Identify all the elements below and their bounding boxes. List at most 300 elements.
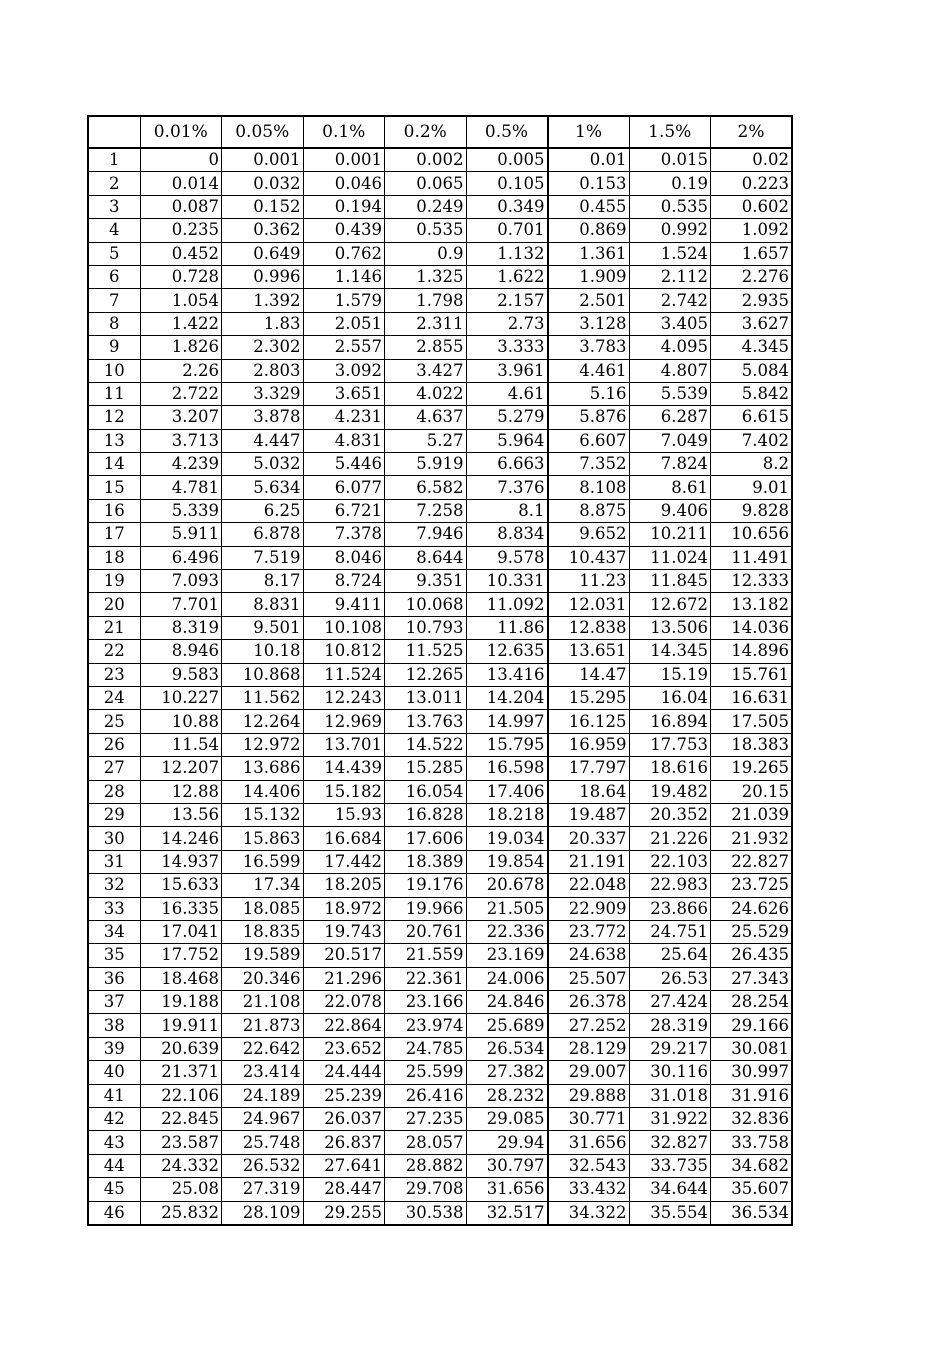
row-label: 19 [88, 570, 140, 593]
table-cell: 33.758 [711, 1131, 793, 1154]
table-row [88, 757, 792, 780]
table-cell: 10.437 [548, 546, 630, 569]
table-cell: 8.108 [548, 476, 630, 499]
table-cell: 15.132 [222, 803, 304, 826]
row-label: 25 [88, 710, 140, 733]
table-cell: 4.095 [629, 336, 711, 359]
table-cell: 4.447 [222, 429, 304, 452]
table-cell: 26.416 [385, 1084, 467, 1107]
table-cell: 1.524 [629, 242, 711, 265]
row-label: 29 [88, 803, 140, 826]
table-cell: 0.19 [629, 172, 711, 195]
table-cell: 22.103 [629, 850, 711, 873]
table-cell: 29.007 [548, 1061, 630, 1084]
table-cell: 22.642 [222, 1037, 304, 1060]
table-cell: 6.25 [222, 499, 304, 522]
table-cell: 2.302 [222, 336, 304, 359]
table-cell: 29.888 [548, 1084, 630, 1107]
table-cell: 0.452 [140, 242, 222, 265]
column-header: 0.2% [385, 116, 467, 148]
table-row [88, 967, 792, 990]
table-cell: 12.969 [303, 710, 385, 733]
table-cell: 22.048 [548, 874, 630, 897]
row-label: 30 [88, 827, 140, 850]
table-cell: 19.034 [466, 827, 548, 850]
table-cell: 18.218 [466, 803, 548, 826]
table-cell: 24.785 [385, 1037, 467, 1060]
table-cell: 35.607 [711, 1178, 793, 1201]
table-cell: 10.812 [303, 640, 385, 663]
table-cell: 6.607 [548, 429, 630, 452]
table-cell: 21.191 [548, 850, 630, 873]
table-cell: 6.663 [466, 453, 548, 476]
row-label: 32 [88, 874, 140, 897]
table-row [88, 920, 792, 943]
row-label: 40 [88, 1061, 140, 1084]
table-cell: 25.507 [548, 967, 630, 990]
row-label: 36 [88, 967, 140, 990]
table-row [88, 359, 792, 382]
table-cell: 0.362 [222, 219, 304, 242]
table-cell: 20.352 [629, 803, 711, 826]
table-cell: 22.864 [303, 1014, 385, 1037]
table-row [88, 803, 792, 826]
row-label: 6 [88, 265, 140, 288]
table-cell: 15.795 [466, 733, 548, 756]
row-label: 11 [88, 382, 140, 405]
table-cell: 18.085 [222, 897, 304, 920]
table-cell: 4.807 [629, 359, 711, 382]
table-cell: 4.345 [711, 336, 793, 359]
table-cell: 22.106 [140, 1084, 222, 1107]
table-cell: 6.287 [629, 406, 711, 429]
table-cell: 5.911 [140, 523, 222, 546]
table-cell: 25.239 [303, 1084, 385, 1107]
table-cell: 9.406 [629, 499, 711, 522]
table-cell: 9.828 [711, 499, 793, 522]
table-cell: 13.56 [140, 803, 222, 826]
table-cell: 32.543 [548, 1154, 630, 1177]
table-cell: 0.535 [629, 195, 711, 218]
table-cell: 27.424 [629, 991, 711, 1014]
table-row [88, 546, 792, 569]
table-row [88, 593, 792, 616]
table-cell: 24.846 [466, 991, 548, 1014]
table-row [88, 1061, 792, 1084]
table-cell: 3.627 [711, 312, 793, 335]
table-cell: 30.797 [466, 1154, 548, 1177]
table-cell: 21.039 [711, 803, 793, 826]
table-cell: 20.337 [548, 827, 630, 850]
table-cell: 23.652 [303, 1037, 385, 1060]
table-cell: 5.279 [466, 406, 548, 429]
table-cell: 25.529 [711, 920, 793, 943]
row-label: 5 [88, 242, 140, 265]
table-cell: 18.468 [140, 967, 222, 990]
row-label: 31 [88, 850, 140, 873]
table-cell: 18.383 [711, 733, 793, 756]
table-row [88, 1014, 792, 1037]
table-cell: 19.743 [303, 920, 385, 943]
table-cell: 0.869 [548, 219, 630, 242]
table-cell: 7.701 [140, 593, 222, 616]
table-cell: 5.339 [140, 499, 222, 522]
table-cell: 2.803 [222, 359, 304, 382]
table-cell: 0.032 [222, 172, 304, 195]
table-cell: 6.582 [385, 476, 467, 499]
table-cell: 16.598 [466, 757, 548, 780]
table-cell: 26.837 [303, 1131, 385, 1154]
table-cell: 21.559 [385, 944, 467, 967]
table-cell: 13.686 [222, 757, 304, 780]
table-cell: 20.517 [303, 944, 385, 967]
table-cell: 16.684 [303, 827, 385, 850]
table-cell: 7.824 [629, 453, 711, 476]
table-cell: 10.227 [140, 686, 222, 709]
table-cell: 2.26 [140, 359, 222, 382]
table-cell: 19.854 [466, 850, 548, 873]
table-cell: 19.265 [711, 757, 793, 780]
table-cell: 23.974 [385, 1014, 467, 1037]
table-cell: 0.105 [466, 172, 548, 195]
table-cell: 11.024 [629, 546, 711, 569]
table-cell: 0.701 [466, 219, 548, 242]
table-row [88, 289, 792, 312]
table-row [88, 616, 792, 639]
table-cell: 22.827 [711, 850, 793, 873]
table-cell: 4.831 [303, 429, 385, 452]
table-cell: 0.992 [629, 219, 711, 242]
table-cell: 16.125 [548, 710, 630, 733]
table-cell: 2.935 [711, 289, 793, 312]
table-cell: 15.295 [548, 686, 630, 709]
table-cell: 28.319 [629, 1014, 711, 1037]
table-cell: 11.54 [140, 733, 222, 756]
table-cell: 23.866 [629, 897, 711, 920]
table-cell: 11.23 [548, 570, 630, 593]
table-cell: 17.797 [548, 757, 630, 780]
table-row [88, 710, 792, 733]
table-cell: 2.157 [466, 289, 548, 312]
table-cell: 23.169 [466, 944, 548, 967]
table-row [88, 991, 792, 1014]
table-cell: 0.046 [303, 172, 385, 195]
table-cell: 16.959 [548, 733, 630, 756]
row-label: 2 [88, 172, 140, 195]
table-cell: 24.638 [548, 944, 630, 967]
table-cell: 9.578 [466, 546, 548, 569]
table-cell: 1.622 [466, 265, 548, 288]
row-label: 22 [88, 640, 140, 663]
table-cell: 11.525 [385, 640, 467, 663]
table-cell: 6.615 [711, 406, 793, 429]
table-cell: 30.538 [385, 1201, 467, 1225]
table-cell: 0.02 [711, 148, 793, 172]
table-cell: 2.742 [629, 289, 711, 312]
table-row [88, 382, 792, 405]
table-cell: 2.855 [385, 336, 467, 359]
table-row [88, 242, 792, 265]
table-cell: 14.036 [711, 616, 793, 639]
table-cell: 5.446 [303, 453, 385, 476]
row-label: 1 [88, 148, 140, 172]
table-cell: 25.832 [140, 1201, 222, 1225]
table-cell: 7.519 [222, 546, 304, 569]
table-cell: 22.361 [385, 967, 467, 990]
table-cell: 0.439 [303, 219, 385, 242]
table-row [88, 1037, 792, 1060]
table-cell: 2.501 [548, 289, 630, 312]
table-cell: 5.16 [548, 382, 630, 405]
table-cell: 5.27 [385, 429, 467, 452]
table-cell: 12.88 [140, 780, 222, 803]
table-cell: 1.325 [385, 265, 467, 288]
table-cell: 3.092 [303, 359, 385, 382]
table-row [88, 148, 792, 172]
table-row [88, 336, 792, 359]
table-cell: 0.455 [548, 195, 630, 218]
table-cell: 6.721 [303, 499, 385, 522]
table-cell: 27.235 [385, 1108, 467, 1131]
table-cell: 7.258 [385, 499, 467, 522]
table-cell: 22.983 [629, 874, 711, 897]
table-cell: 1.579 [303, 289, 385, 312]
table-cell: 30.081 [711, 1037, 793, 1060]
table-cell: 2.311 [385, 312, 467, 335]
table-cell: 6.878 [222, 523, 304, 546]
row-label: 24 [88, 686, 140, 709]
table-cell: 21.108 [222, 991, 304, 1014]
table-cell: 8.834 [466, 523, 548, 546]
table-cell: 20.678 [466, 874, 548, 897]
table-cell: 17.505 [711, 710, 793, 733]
row-label: 8 [88, 312, 140, 335]
table-cell: 8.875 [548, 499, 630, 522]
table-cell: 26.037 [303, 1108, 385, 1131]
table-cell: 1.054 [140, 289, 222, 312]
table-cell: 6.496 [140, 546, 222, 569]
table-cell: 21.371 [140, 1061, 222, 1084]
table-cell: 13.506 [629, 616, 711, 639]
table-cell: 19.966 [385, 897, 467, 920]
table-cell: 14.204 [466, 686, 548, 709]
table-cell: 10.331 [466, 570, 548, 593]
table-cell: 24.751 [629, 920, 711, 943]
table-cell: 1.361 [548, 242, 630, 265]
row-label: 39 [88, 1037, 140, 1060]
table-cell: 3.878 [222, 406, 304, 429]
table-cell: 0.535 [385, 219, 467, 242]
table-cell: 0.002 [385, 148, 467, 172]
row-label: 28 [88, 780, 140, 803]
table-row [88, 897, 792, 920]
table-cell: 22.845 [140, 1108, 222, 1131]
table-cell: 34.682 [711, 1154, 793, 1177]
table-cell: 5.842 [711, 382, 793, 405]
table-row [88, 499, 792, 522]
row-label: 27 [88, 757, 140, 780]
table-cell: 0.649 [222, 242, 304, 265]
table-cell: 8.1 [466, 499, 548, 522]
table-cell: 8.724 [303, 570, 385, 593]
table-cell: 26.532 [222, 1154, 304, 1177]
row-label: 7 [88, 289, 140, 312]
table-cell: 31.656 [466, 1178, 548, 1201]
row-label: 35 [88, 944, 140, 967]
header-row [88, 116, 792, 148]
table-cell: 9.583 [140, 663, 222, 686]
table-row [88, 1178, 792, 1201]
table-cell: 22.909 [548, 897, 630, 920]
table-cell: 29.085 [466, 1108, 548, 1131]
table-cell: 23.166 [385, 991, 467, 1014]
table-cell: 14.997 [466, 710, 548, 733]
table-cell: 13.651 [548, 640, 630, 663]
table-cell: 0.349 [466, 195, 548, 218]
table-cell: 33.432 [548, 1178, 630, 1201]
table-row [88, 1154, 792, 1177]
table-cell: 15.863 [222, 827, 304, 850]
table-cell: 1.909 [548, 265, 630, 288]
table-cell: 0 [140, 148, 222, 172]
table-cell: 10.88 [140, 710, 222, 733]
table-cell: 18.616 [629, 757, 711, 780]
table-cell: 2.112 [629, 265, 711, 288]
table-cell: 29.708 [385, 1178, 467, 1201]
table-cell: 0.153 [548, 172, 630, 195]
table-cell: 4.231 [303, 406, 385, 429]
table-cell: 18.64 [548, 780, 630, 803]
table-cell: 10.068 [385, 593, 467, 616]
table-cell: 7.946 [385, 523, 467, 546]
table-cell: 5.919 [385, 453, 467, 476]
table-cell: 23.414 [222, 1061, 304, 1084]
table-cell: 0.728 [140, 265, 222, 288]
table-cell: 0.602 [711, 195, 793, 218]
table-cell: 17.041 [140, 920, 222, 943]
table-cell: 23.772 [548, 920, 630, 943]
table-cell: 31.922 [629, 1108, 711, 1131]
table-row [88, 944, 792, 967]
table-cell: 13.011 [385, 686, 467, 709]
row-label: 3 [88, 195, 140, 218]
table-cell: 12.838 [548, 616, 630, 639]
table-cell: 1.146 [303, 265, 385, 288]
table-cell: 12.635 [466, 640, 548, 663]
table-cell: 11.562 [222, 686, 304, 709]
table-cell: 28.109 [222, 1201, 304, 1225]
table-cell: 33.735 [629, 1154, 711, 1177]
table-row [88, 827, 792, 850]
table-cell: 26.53 [629, 967, 711, 990]
table-cell: 2.557 [303, 336, 385, 359]
table-cell: 9.411 [303, 593, 385, 616]
row-label: 21 [88, 616, 140, 639]
table-cell: 19.589 [222, 944, 304, 967]
table-cell: 9.501 [222, 616, 304, 639]
row-label: 44 [88, 1154, 140, 1177]
table-cell: 21.296 [303, 967, 385, 990]
row-label: 33 [88, 897, 140, 920]
table-cell: 14.439 [303, 757, 385, 780]
table-cell: 16.335 [140, 897, 222, 920]
table-cell: 11.491 [711, 546, 793, 569]
table-cell: 25.599 [385, 1061, 467, 1084]
table-cell: 17.406 [466, 780, 548, 803]
table-cell: 0.065 [385, 172, 467, 195]
table-cell: 30.771 [548, 1108, 630, 1131]
table-cell: 0.087 [140, 195, 222, 218]
table-cell: 21.932 [711, 827, 793, 850]
row-label: 17 [88, 523, 140, 546]
table-row [88, 195, 792, 218]
table-cell: 3.961 [466, 359, 548, 382]
table-row [88, 219, 792, 242]
table-cell: 20.15 [711, 780, 793, 803]
table-cell: 14.937 [140, 850, 222, 873]
table-cell: 15.761 [711, 663, 793, 686]
table-cell: 19.911 [140, 1014, 222, 1037]
table-row [88, 406, 792, 429]
table-cell: 5.032 [222, 453, 304, 476]
table-cell: 14.896 [711, 640, 793, 663]
table-cell: 17.752 [140, 944, 222, 967]
table-cell: 5.964 [466, 429, 548, 452]
table-cell: 8.831 [222, 593, 304, 616]
table-cell: 31.018 [629, 1084, 711, 1107]
table-cell: 27.319 [222, 1178, 304, 1201]
table-cell: 3.405 [629, 312, 711, 335]
table-cell: 0.01 [548, 148, 630, 172]
table-row [88, 850, 792, 873]
table-row [88, 1201, 792, 1225]
table-cell: 1.392 [222, 289, 304, 312]
table-cell: 7.378 [303, 523, 385, 546]
table-cell: 21.505 [466, 897, 548, 920]
table-cell: 24.626 [711, 897, 793, 920]
table-cell: 11.524 [303, 663, 385, 686]
table-cell: 12.031 [548, 593, 630, 616]
row-label: 10 [88, 359, 140, 382]
table-cell: 1.83 [222, 312, 304, 335]
table-cell: 0.015 [629, 148, 711, 172]
data-table [87, 115, 793, 1226]
row-label: 13 [88, 429, 140, 452]
table-cell: 10.868 [222, 663, 304, 686]
table-cell: 31.916 [711, 1084, 793, 1107]
column-header: 2% [711, 116, 793, 148]
table-cell: 10.108 [303, 616, 385, 639]
table-cell: 3.207 [140, 406, 222, 429]
table-cell: 28.254 [711, 991, 793, 1014]
table-cell: 26.534 [466, 1037, 548, 1060]
table-cell: 16.054 [385, 780, 467, 803]
table-cell: 28.057 [385, 1131, 467, 1154]
table-row [88, 312, 792, 335]
table-cell: 12.207 [140, 757, 222, 780]
table-cell: 29.166 [711, 1014, 793, 1037]
column-header: 1.5% [629, 116, 711, 148]
table-cell: 1.092 [711, 219, 793, 242]
row-label: 18 [88, 546, 140, 569]
table-cell: 3.651 [303, 382, 385, 405]
table-row [88, 733, 792, 756]
table-header [88, 116, 792, 148]
table-cell: 18.835 [222, 920, 304, 943]
table-cell: 18.205 [303, 874, 385, 897]
table-cell: 0.001 [222, 148, 304, 172]
table-cell: 13.701 [303, 733, 385, 756]
